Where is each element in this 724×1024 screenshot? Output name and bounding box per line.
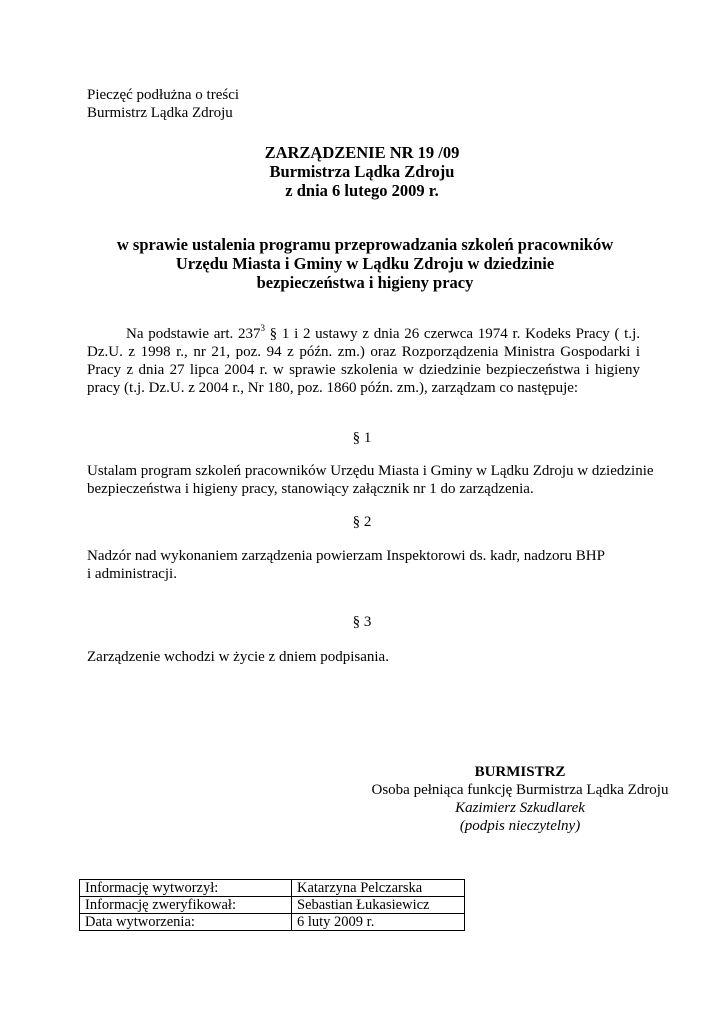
section-2-line-2: i administracji. xyxy=(87,566,177,582)
title-line-2: Burmistrza Lądka Zdroju xyxy=(269,162,455,181)
signature-block xyxy=(330,763,710,835)
section-3-mark: § 3 xyxy=(352,614,372,630)
legal-basis-text-2: § 1 i 2 ustawy z dnia 26 czerwca 1974 r. Kodeks Pracy ( t.j. Dz.U. z 1998 r., nr 21, poz. 94 z późn. zm.) oraz Rozporządzenia Ministra Gospodarki i Pracy z dnia 27 lipca 2004 r. w sprawie szkolenia w dziedzinie bezpieczeństwa i higieny pracy (t.j. Dz.U. z 2004 r., Nr 180, poz. 1860 późn. zm.), zarządzam co następuje: xyxy=(87,326,640,396)
stamp-line-1: Pieczęć podłużna o treści xyxy=(87,87,240,103)
info-value-date: 6 luty 2009 r. xyxy=(292,914,465,931)
title-line-1: ZARZĄDZENIE NR 19 /09 xyxy=(264,143,460,162)
info-label-author: Informację wytworzył: xyxy=(80,880,292,897)
info-label-verifier: Informację zweryfikował: xyxy=(80,897,292,914)
section-2-line-1: Nadzór nad wykonaniem zarządzenia powierzam Inspektorowi ds. kadr, nadzoru BHP xyxy=(87,548,605,564)
info-label-date: Data wytworzenia: xyxy=(80,914,292,931)
info-value-author: Katarzyna Pelczarska xyxy=(292,880,465,897)
document-title xyxy=(0,143,724,200)
section-2-mark: § 2 xyxy=(352,514,372,530)
legal-basis-text-1: Na podstawie art. 237 xyxy=(126,326,261,342)
section-2-text xyxy=(87,547,640,583)
document-subject xyxy=(87,235,643,292)
section-3-line-1: Zarządzenie wchodzi w życie z dniem podpisania. xyxy=(87,649,389,665)
legal-basis-superscript: 3 xyxy=(260,323,265,333)
subject-line-2: Urzędu Miasta i Gminy w Lądku Zdroju w dziedzinie xyxy=(175,254,555,273)
stamp-note xyxy=(87,86,239,122)
section-1-mark: § 1 xyxy=(352,430,372,446)
section-3-text xyxy=(87,648,640,666)
info-table xyxy=(79,879,465,931)
stamp-line-2: Burmistrz Lądka Zdroju xyxy=(87,105,233,121)
signature-title: BURMISTRZ xyxy=(474,764,566,780)
title-line-3: z dnia 6 lutego 2009 r. xyxy=(285,181,439,200)
table-row xyxy=(80,897,465,914)
signature-note: (podpis nieczytelny) xyxy=(459,818,581,834)
section-1-line-1: Ustalam program szkoleń pracowników Urzędu Miasta i Gminy w Lądku Zdroju w dziedzinie xyxy=(87,463,654,479)
signature-role: Osoba pełniąca funkcję Burmistrza Lądka Zdroju xyxy=(371,782,669,798)
legal-basis-paragraph xyxy=(87,325,640,397)
signature-name: Kazimierz Szkudlarek xyxy=(455,800,585,816)
section-1-line-2: bezpieczeństwa i higieny pracy, stanowiący załącznik nr 1 do zarządzenia. xyxy=(87,481,534,497)
table-row xyxy=(80,880,465,897)
info-value-verifier: Sebastian Łukasiewicz xyxy=(292,897,465,914)
subject-line-1: w sprawie ustalenia programu przeprowadzania szkoleń pracowników xyxy=(116,235,614,254)
table-row xyxy=(80,914,465,931)
section-1-text xyxy=(87,462,654,498)
subject-line-3: bezpieczeństwa i higieny pracy xyxy=(256,273,474,292)
